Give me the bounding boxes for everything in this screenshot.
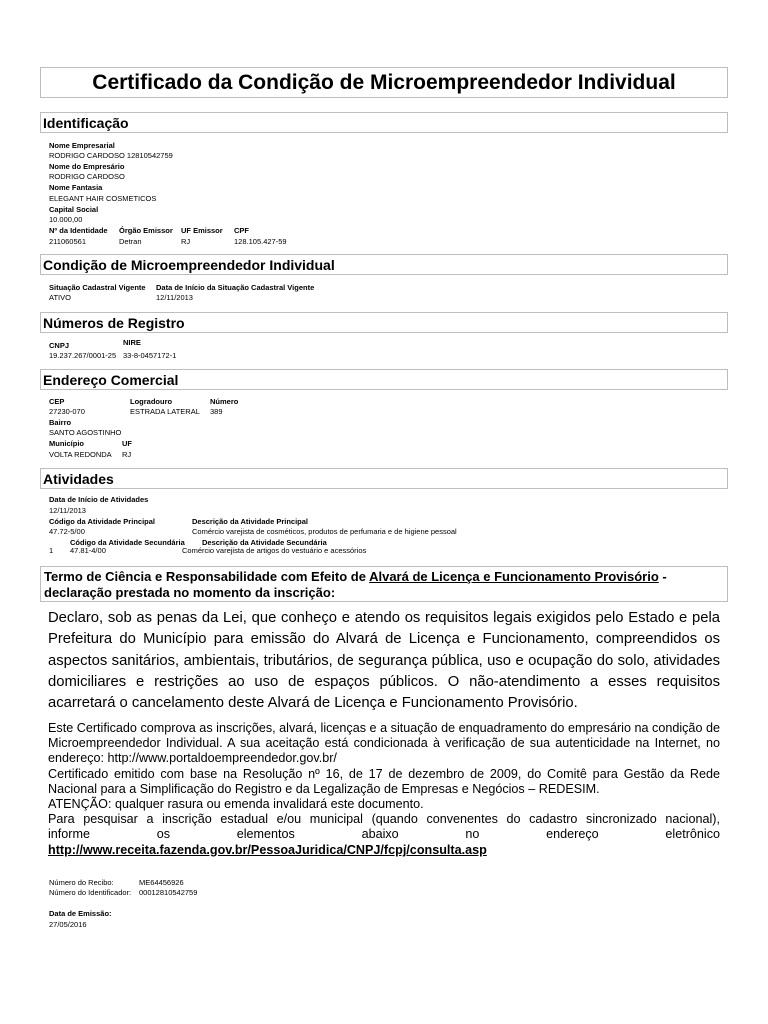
title-box [40,67,728,98]
termo-heading-part2: - declaração prestada no momento da inscrição: [44,569,667,600]
data-situacao-label: Data de Início da Situação Cadastral Vigente [156,283,315,292]
nome-empresario-value: RODRIGO CARDOSO [49,172,125,181]
sec-index: 1 [49,546,54,555]
termo-heading [44,569,724,601]
section-heading: Identificação [43,115,129,131]
municipio-value: VOLTA REDONDA [49,450,112,459]
nire-label: NIRE [123,338,141,347]
cod-secundaria-label: Código da Atividade Secundária [70,538,185,547]
recibo-value: ME64456926 [139,878,184,887]
cep-label: CEP [49,397,65,406]
nire-value: 33-8-0457172-1 [123,351,177,360]
info-paragraph-3: ATENÇÃO: qualquer rasura ou emenda invalidará este documento. [48,797,424,812]
info-paragraph-1: Este Certificado comprova as inscrições, alvará, licenças e a situação de enquadramento do empresário na condição de Microempreendedor Individual. A sua aceitação está condicionada à verificação de sua autenticidade na Internet, no endereço: http://www.portaldoempreendedor.gov.br/ [48,721,720,766]
situacao-label: Situação Cadastral Vigente [49,283,146,292]
cod-principal-value: 47.72-5/00 [49,527,85,536]
nome-fantasia-label: Nome Fantasia [49,183,103,192]
identidade-value: 211060561 [49,237,86,246]
emissao-label: Data de Emissão: [49,909,112,918]
section-atividades [40,468,728,489]
desc-principal-value: Comércio varejista de cosméticos, produtos de perfumaria e de higiene pessoal [192,527,457,536]
termo-heading-box [40,566,728,602]
uf-label: UF [122,439,132,448]
capital-social-label: Capital Social [49,205,99,214]
info-paragraph-2: Certificado emitido com base na Resolução nº 16, de 17 de dezembro de 2009, do Comitê para Gestão da Rede Nacional para a Simplificação do Registro e da Legalização de Empresas e Negócios – REDESIM. [48,766,720,796]
info-paragraph-4a: Para pesquisar a inscrição estadual e/ou municipal (quando convenentes do cadastro sincronizado nacional), [48,812,720,827]
identificador-value: 00012810542759 [139,888,198,897]
data-atividades-label: Data de Início de Atividades [49,495,149,504]
cod-secundaria-value: 47.81-4/00 [70,546,106,555]
emissao-value: 27/05/2016 [49,920,87,929]
nome-fantasia-value: ELEGANT HAIR COSMETICOS [49,194,157,203]
logradouro-value: ESTRADA LATERAL [130,407,200,416]
recibo-label: Número do Recibo: [49,878,114,887]
identificador-label: Número do Identificador: [49,888,132,897]
municipio-label: Município [49,439,84,448]
orgao-emissor-label: Órgão Emissor [119,226,173,235]
orgao-emissor-value: Detran [119,237,142,246]
bairro-value: SANTO AGOSTINHO [49,428,122,437]
info-block [48,721,720,858]
section-identificacao [40,112,728,133]
section-heading: Endereço Comercial [43,372,179,388]
nome-empresarial-label: Nome Empresarial [49,141,115,150]
numero-label: Número [210,397,239,406]
section-heading: Atividades [43,471,114,487]
section-condicao [40,254,728,275]
capital-social-value: 10.000,00 [49,215,83,224]
termo-heading-part1: Termo de Ciência e Responsabilidade com Efeito de [44,569,370,584]
numero-value: 389 [210,407,223,416]
cod-principal-label: Código da Atividade Principal [49,517,155,526]
page-title: Certificado da Condição de Microempreendedor Individual [92,71,676,94]
cep-value: 27230-070 [49,407,85,416]
section-heading: Números de Registro [43,315,185,331]
data-situacao-value: 12/11/2013 [156,293,193,302]
uf-value: RJ [122,450,132,459]
nome-empresario-label: Nome do Empresário [49,162,125,171]
section-endereco [40,369,728,390]
uf-emissor-label: UF Emissor [181,226,223,235]
section-heading: Condição de Microempreendedor Individual [43,257,335,273]
declaracao-paragraph: Declaro, sob as penas da Lei, que conheço e atendo os requisitos legais exigidos pelo Estado e pela Prefeitura do Município para emissão do Alvará de Licença e Funcionamento, compreendidos os aspectos sanitários, ambientais, tributários, de segurança pública, uso e ocupação do solo, atividades domiciliares e restrições ao uso de espaços públicos. O não-atendimento a esses requisitos acarretará o cancelamento deste Alvará de Licença e Funcionamento Provisório. [48,610,720,712]
cnpj-value: 19.237.267/0001-25 [49,351,117,360]
info-paragraph-4b: informe os elementos abaixo no endereço eletrônico [48,827,720,842]
desc-principal-label: Descrição da Atividade Principal [192,517,309,526]
nome-empresarial-value: RODRIGO CARDOSO 12810542759 [49,151,173,160]
logradouro-label: Logradouro [130,397,173,406]
cpf-label: CPF [234,226,249,235]
cpf-value: 128.105.427-59 [234,237,287,246]
situacao-value: ATIVO [49,293,71,302]
consulta-url-link[interactable]: http://www.receita.fazenda.gov.br/PessoaJuridica/CNPJ/fcpj/consulta.asp [48,842,487,857]
identidade-label: Nº da Identidade [49,226,108,235]
section-registro [40,312,728,333]
cnpj-label: CNPJ [49,341,70,350]
data-atividades-value: 12/11/2013 [49,506,86,515]
uf-emissor-value: RJ [181,237,191,246]
bairro-label: Bairro [49,418,72,427]
alvara-link-text: Alvará de Licença e Funcionamento Provisório [369,569,659,584]
desc-secundaria-value: Comércio varejista de artigos do vestuário e acessórios [182,546,367,555]
desc-secundaria-label: Descrição da Atividade Secundária [202,538,327,547]
